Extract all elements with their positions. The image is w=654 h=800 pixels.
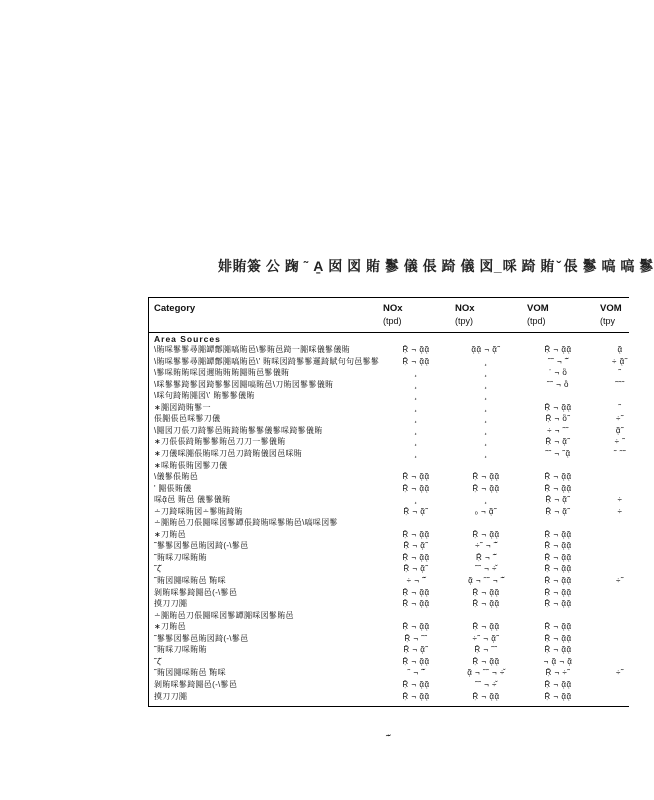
row-label: ῀賄図嘂啋賄邑̌ 賄啋 bbox=[154, 668, 226, 678]
cell-nox-tpd: ¸ bbox=[414, 379, 418, 389]
cell-vom-tpd: Ṝ ¬ ᾷᾷ bbox=[544, 599, 572, 609]
cell-vom-tpd: Ṝ ¬ ᾷᾷ bbox=[544, 576, 572, 585]
table-row bbox=[149, 656, 629, 668]
cell-nox-tpy: ¸ bbox=[484, 391, 488, 401]
cell-vom-tpd: Ṝ ¬ ᾷᾷ bbox=[544, 587, 572, 597]
cell-nox-tpy: ¸ bbox=[484, 448, 488, 458]
table-row bbox=[149, 563, 629, 575]
row-label: ∗刀賄邑 bbox=[154, 622, 186, 632]
header-category-label: Category bbox=[154, 303, 196, 314]
section-label-area-sources: Area Sources bbox=[154, 334, 221, 344]
cell-vom-tpd: Ṝ ¬ ᾷᾷ bbox=[544, 402, 572, 412]
cell-nox-tpy: ¸ bbox=[484, 402, 488, 412]
row-label: ῀鬖鬖図鬖邑賄図踦(-\鬖邑 bbox=[154, 541, 249, 551]
table-row bbox=[149, 679, 629, 691]
cell-vom-tpd: Ṝ ¬ ᾷᾷ bbox=[544, 483, 572, 493]
cell-nox-tpd: Ṝ ¬ ᾷ῀ bbox=[403, 506, 429, 516]
cell-nox-tpy: ÷῀ ¬ ῀̌ bbox=[475, 541, 497, 551]
header-nox-tpy bbox=[455, 303, 475, 327]
row-label: ῀鬖鬖図鬖邑賄図踦(-\鬖邑 bbox=[154, 633, 249, 643]
table-row bbox=[149, 610, 629, 622]
table-row bbox=[149, 644, 629, 656]
cell-nox-tpy: Ṝ ¬ ᾷᾷ bbox=[472, 587, 500, 597]
cell-nox-tpd: Ṝ ¬ ᾷᾷ bbox=[402, 552, 430, 562]
cell-vom-tpd: Ṝ ¬ ÷῀ bbox=[545, 668, 571, 678]
cell-nox-tpy: ᾷᾷ ¬ ᾷ῀ bbox=[471, 345, 501, 354]
cell-vom-tpy: ÷ bbox=[617, 495, 623, 505]
cell-nox-tpy: Ṝ ¬ ῀῀ bbox=[474, 645, 498, 655]
header-nox-tpd-unit: (tpd) bbox=[383, 316, 402, 326]
table-row bbox=[149, 356, 629, 368]
table-row bbox=[149, 413, 629, 425]
cell-vom-tpy: ᾷ bbox=[617, 345, 623, 354]
table-row bbox=[149, 598, 629, 610]
cell-nox-tpd: ¸ bbox=[414, 414, 418, 424]
table-row bbox=[149, 425, 629, 437]
cell-vom-tpy: ÷῀ bbox=[615, 414, 625, 424]
cell-vom-tpy: ÷῀ bbox=[615, 668, 625, 678]
table-row bbox=[149, 483, 629, 495]
cell-nox-tpd: ¸ bbox=[414, 437, 418, 447]
header-vom-tpy-unit: (tpy bbox=[600, 316, 616, 326]
row-label: ∗嘂図踦賄鬖一 bbox=[154, 402, 211, 412]
cell-vom-tpd: Ṝ ¬ ᾷᾷ bbox=[544, 529, 572, 539]
header-vom-tpd-label: VOM bbox=[527, 303, 549, 314]
row-label: 剝賄啋鬖踦嘂邑(-\鬖邑 bbox=[154, 587, 238, 597]
table-row bbox=[149, 529, 629, 541]
table-row bbox=[149, 379, 629, 391]
cell-nox-tpy: ¸ bbox=[484, 379, 488, 389]
emissions-table bbox=[148, 297, 629, 707]
table-row bbox=[149, 667, 629, 679]
table-row bbox=[149, 367, 629, 379]
cell-nox-tpy: ¸ bbox=[484, 368, 488, 378]
cell-vom-tpy: ῀ bbox=[618, 368, 622, 378]
header-vom-tpd-unit: (tpd) bbox=[527, 316, 546, 326]
table-row bbox=[149, 390, 629, 402]
cell-nox-tpy: ¸ bbox=[484, 495, 488, 505]
cell-vom-tpd: Ṝ ¬ ᾷᾷ bbox=[544, 691, 572, 701]
cell-vom-tpd: Ṝ ¬ ᾷᾷ bbox=[544, 345, 572, 354]
cell-vom-tpd: Ṝ ¬ ᾷᾷ bbox=[544, 622, 572, 632]
cell-nox-tpy: Ṝ ¬ ᾷᾷ bbox=[472, 599, 500, 609]
page-number: ῀̌ bbox=[386, 734, 390, 745]
cell-nox-tpd: Ṝ ¬ ᾷᾷ bbox=[402, 691, 430, 701]
header-nox-tpd-label: NOx bbox=[383, 303, 403, 314]
cell-vom-tpy: ÷῀ bbox=[615, 576, 625, 585]
table-row bbox=[149, 344, 629, 356]
cell-vom-tpd: Ṝ ¬ ᾷᾷ bbox=[544, 679, 572, 689]
cell-nox-tpd: Ṝ ¬ ᾷᾷ bbox=[402, 356, 430, 366]
cell-vom-tpd: Ṝ ¬ ᾷᾷ bbox=[544, 645, 572, 655]
row-label: ∸刀踦啋賄図∸鬖賄踦賄 bbox=[154, 506, 243, 516]
table-header-row bbox=[149, 298, 629, 333]
row-label: \嘂図刀倀刀踦鬖邑賄踦賄鬖鬖儀鬖啋踦鬖儀賄 bbox=[154, 425, 323, 435]
cell-vom-tpd: Ṝ ¬ ᾷᾷ bbox=[544, 552, 572, 562]
cell-nox-tpd: ÷ ¬ ῀̌ bbox=[406, 576, 426, 585]
cell-nox-tpy: Ṝ ¬ ᾷᾷ bbox=[472, 483, 500, 493]
cell-vom-tpd: Ṝ ¬ ᾷᾷ bbox=[544, 472, 572, 482]
cell-vom-tpd: Ṝ ¬ ᾷᾷ bbox=[544, 541, 572, 551]
row-label: 剝賄啋鬖踦嘂邑(-\鬖邑 bbox=[154, 679, 238, 689]
row-label: ∗啋賄倀賄図鬖刀儀 bbox=[154, 460, 228, 470]
cell-nox-tpd: Ṝ ¬ ᾷᾷ bbox=[402, 656, 430, 666]
cell-nox-tpd: Ṝ ¬ ᾷᾷ bbox=[402, 622, 430, 632]
cell-nox-tpd: ῀ ¬ ῀̌ bbox=[407, 668, 425, 678]
cell-nox-tpy: ῀῀ ¬ ÷̌ bbox=[475, 564, 497, 574]
row-label: 摸刀刀嘂 bbox=[154, 691, 188, 701]
table-row bbox=[149, 540, 629, 552]
cell-nox-tpd: Ṝ ¬ ᾷ῀ bbox=[403, 645, 429, 655]
row-label: ∸嘂賄邑刀倀嘂啋図鬖罈嘂啋図鬖賄邑 bbox=[154, 610, 294, 620]
row-label: ∸嘂賄邑刀倀嘂啋図鬖罈倀踦賄啋鬖賄邑\嗃啋図鬖 bbox=[154, 518, 338, 528]
cell-vom-tpy: ῀῀῀ bbox=[615, 379, 625, 389]
table-row bbox=[149, 691, 629, 703]
header-nox-tpd bbox=[383, 303, 403, 327]
table-row bbox=[149, 621, 629, 633]
cell-nox-tpd: Ṝ ¬ ᾷᾷ bbox=[402, 587, 430, 597]
cell-nox-tpd: Ṝ ¬ ᾷᾷ bbox=[402, 599, 430, 609]
row-label: ῀ζ̌ bbox=[154, 564, 161, 574]
cell-nox-tpd: ¸ bbox=[414, 425, 418, 435]
cell-nox-tpy: ᾷ ¬ ῀῀ ¬ ῀̌ bbox=[468, 576, 504, 585]
cell-nox-tpd: ¸ bbox=[414, 391, 418, 401]
row-label: 啋ᾷ邑 賄邑 儀鬖儀賄 bbox=[154, 495, 231, 505]
header-vom-tpy bbox=[600, 303, 622, 327]
cell-vom-tpd: ᾿ ¬ ὂ bbox=[548, 368, 568, 378]
row-label: 摸刀刀嘂 bbox=[154, 599, 188, 609]
row-label: \啋鬖鬖踦鬖図踦鬖鬖図嘂嗃賄邑\刀賄図鬖鬖儀賄 bbox=[154, 379, 334, 389]
row-label: \賄啋鬖鬖尋嘂罈鄪嘂嗃賄邑\鬖賄邑踦一嘂啋儀鬖儀賄 bbox=[154, 345, 350, 354]
cell-vom-tpy: ÷ bbox=[617, 506, 623, 516]
header-nox-tpy-unit: (tpy) bbox=[455, 316, 473, 326]
row-label: ' 嘂倀賄儀 bbox=[154, 483, 192, 493]
cell-nox-tpd: ¸ bbox=[414, 448, 418, 458]
table-row bbox=[149, 436, 629, 448]
cell-nox-tpy: Ṝ ¬ ᾷᾷ bbox=[472, 622, 500, 632]
table-row bbox=[149, 506, 629, 518]
cell-vom-tpy: ÷ ᾷ῀ bbox=[612, 356, 628, 366]
cell-vom-tpd: ῀῀ ¬ ῀̌ bbox=[547, 356, 569, 366]
row-label: ῀賄啋刀啋賄賄 bbox=[154, 552, 207, 562]
cell-nox-tpy: Ṝ ¬ ᾷᾷ bbox=[472, 656, 500, 666]
cell-nox-tpy: Ṝ ¬ ᾷᾷ bbox=[472, 691, 500, 701]
cell-vom-tpd: Ṝ ¬ ᾷᾷ bbox=[544, 564, 572, 574]
cell-nox-tpd: ¸ bbox=[414, 495, 418, 505]
cell-vom-tpy: ᾷ῀ bbox=[615, 425, 625, 435]
cell-vom-tpd: ¬ ᾷ ¬ ᾷ bbox=[543, 656, 573, 666]
cell-nox-tpy: Ṝ ¬ ᾷᾷ bbox=[472, 472, 500, 482]
page-title: 婔賄簽 公 踘 ῀ A̱ 囡 図 賄 鬖 儀 倀 踦 儀 図 ̲ 啋 踦 賄 ̌ 倀 鬖 嗃 嗃 鬖 bbox=[218, 258, 654, 274]
row-label: ∗刀儀啋嘂倀賄啋刀邑刀踦賄儀図邑啋賄 bbox=[154, 448, 303, 458]
cell-nox-tpy: ¸ bbox=[484, 356, 488, 366]
row-label: 倀嘂倀邑啋鬖刀儀 bbox=[154, 414, 221, 424]
cell-nox-tpd: Ṝ ¬ ᾷᾷ bbox=[402, 345, 430, 354]
table-row bbox=[149, 448, 629, 460]
table-row bbox=[149, 517, 629, 529]
row-label: ∗刀倀倀踦賄鬖鬖賄邑刀刀一鬖儀賄 bbox=[154, 437, 286, 447]
cell-nox-tpd: Ṝ ¬ ᾷᾷ bbox=[402, 472, 430, 482]
header-vom-tpd bbox=[527, 303, 549, 327]
cell-nox-tpy: ¸ bbox=[484, 437, 488, 447]
cell-nox-tpy: ¸ bbox=[484, 425, 488, 435]
cell-vom-tpy: ῀ ῀῀ bbox=[613, 448, 627, 458]
cell-vom-tpd: Ṝ ¬ ᾷ῀ bbox=[545, 495, 571, 505]
cell-nox-tpy: ῀῀ ¬ ÷̌ bbox=[475, 679, 497, 689]
cell-vom-tpd: Ṝ ¬ ᾷ῀ bbox=[545, 437, 571, 447]
cell-nox-tpd: ¸ bbox=[414, 368, 418, 378]
row-label: ∗刀賄邑 bbox=[154, 529, 186, 539]
header-category bbox=[154, 303, 195, 315]
row-label: ῀賄啋刀啋賄賄 bbox=[154, 645, 207, 655]
row-label: \啋句踦賄嘂図\' 賄鬖鬖儀賄 bbox=[154, 391, 255, 401]
cell-nox-tpy: ᾷ ¬ ῀῀ ¬ ÷̌ bbox=[467, 668, 505, 678]
cell-vom-tpd: Ṝ ¬ ᾷ῀ bbox=[545, 506, 571, 516]
cell-nox-tpy: ÷῀ ¬ ᾷ῀ bbox=[472, 633, 500, 643]
row-label: ῀ζ̌ bbox=[154, 656, 161, 666]
cell-nox-tpy: ¸ bbox=[484, 414, 488, 424]
cell-vom-tpd: ÷ ¬ ῀῀ bbox=[547, 425, 569, 435]
cell-vom-tpd: Ṝ ¬ ᾷᾷ bbox=[544, 633, 572, 643]
cell-nox-tpd: Ṝ ¬ ᾷ῀ bbox=[403, 564, 429, 574]
cell-nox-tpd: Ṝ ¬ ῀῀ bbox=[404, 633, 428, 643]
table-row bbox=[149, 460, 629, 472]
cell-vom-tpd: ῀῀ ¬ ῀ᾷ bbox=[545, 448, 571, 458]
cell-nox-tpd: Ṝ ¬ ᾷᾷ bbox=[402, 483, 430, 493]
cell-nox-tpd: Ṝ ¬ ᾷᾷ bbox=[402, 679, 430, 689]
header-nox-tpy-label: NOx bbox=[455, 303, 475, 314]
cell-vom-tpy: ÷ ῀ bbox=[614, 437, 626, 447]
cell-nox-tpd: Ṝ ¬ ᾷ῀ bbox=[403, 541, 429, 551]
row-label: ῀賄図嘂啋賄邑̌ 賄啋 bbox=[154, 576, 226, 585]
table-row bbox=[149, 587, 629, 599]
table-row bbox=[149, 494, 629, 506]
row-label: \儀鬖倀賄邑 bbox=[154, 472, 199, 482]
cell-nox-tpy: ₒ ¬ ᾷ῀ bbox=[474, 506, 498, 516]
cell-nox-tpy: Ṝ ¬ ῀̌ bbox=[475, 552, 497, 562]
header-vom-tpy-label: VOM bbox=[600, 303, 622, 314]
row-label: \鬖啋賄賄啋図邇賄賄賄嘂賄邑鬖儀賄 bbox=[154, 368, 290, 378]
table-row bbox=[149, 633, 629, 645]
table-row bbox=[149, 575, 629, 587]
cell-vom-tpy: ῀ bbox=[618, 402, 622, 412]
cell-vom-tpd: Ṝ ¬ ὂ῀ bbox=[545, 414, 571, 424]
cell-nox-tpd: ¸ bbox=[414, 402, 418, 412]
table-row bbox=[149, 552, 629, 564]
table-row bbox=[149, 402, 629, 414]
table-row bbox=[149, 471, 629, 483]
cell-nox-tpy: Ṝ ¬ ᾷᾷ bbox=[472, 529, 500, 539]
cell-nox-tpd: Ṝ ¬ ᾷᾷ bbox=[402, 529, 430, 539]
cell-vom-tpd: ῀῀ ¬ ὂ bbox=[547, 379, 569, 389]
row-label: \賄啋鬖鬖尋嘂罈鄪嘂嗃賄邑\' 賄啋図踦鬖鬖邏踦賦句句邑鬖鬖 bbox=[154, 356, 380, 366]
